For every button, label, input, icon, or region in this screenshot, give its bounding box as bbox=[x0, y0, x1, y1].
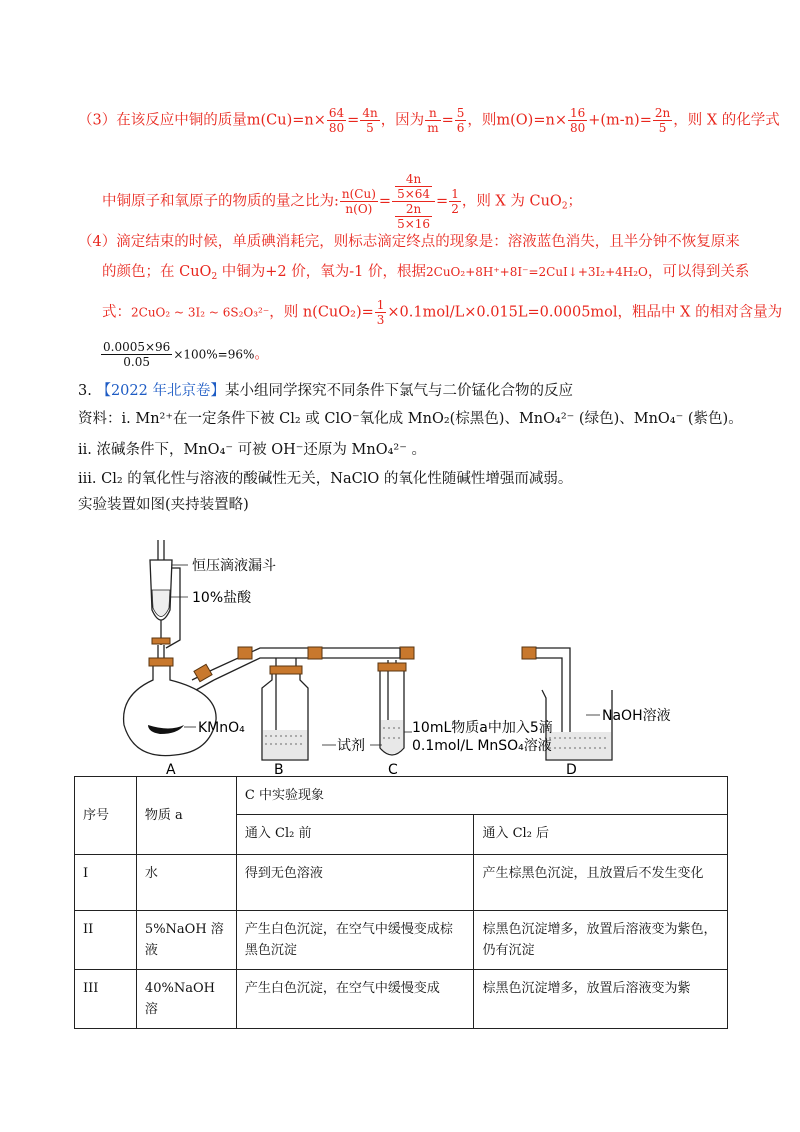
header-before: 通入 Cl₂ 前 bbox=[236, 815, 474, 855]
fraction-n-m: $\frac{n}{m}$ bbox=[427, 106, 439, 135]
redox-equation: 2CuO₂+8H⁺+8I⁻=2CuI↓+3I₂+4H₂O bbox=[426, 265, 648, 279]
fraction-1-2: $\frac{1}{2}$ bbox=[451, 187, 459, 216]
part4-line4: $\frac{0.0005\times 96}{0.05}$ ×100%=96%。 bbox=[103, 340, 269, 369]
part4-line1: （4）滴定结束的时候，单质碘消耗完，则标志滴定终点的现象是：溶液蓝色消失，且半分钟不恢复原来 bbox=[78, 234, 740, 250]
info-1: 资料：i. Mn²⁺在一定条件下被 Cl₂ 或 ClO⁻氧化成 MnO₂(棕黑色)、MnO₄²⁻ (绿色)、MnO₄⁻ (紫色)。 bbox=[78, 411, 743, 427]
mo-expr: m(O)=n× bbox=[496, 112, 567, 129]
ratio-intro: 中铜原子和氧原子的物质的量之比为: bbox=[102, 193, 339, 210]
experiment-table bbox=[74, 776, 728, 1029]
kmno4-label: KMnO₄ bbox=[198, 720, 245, 736]
header-phenomenon: C 中实验现象 bbox=[236, 777, 727, 815]
part3-line2: 中铜原子和氧原子的物质的量之比为: $\frac{n(Cu)}{n(O)}$ = $\frac{\frac{4n}{5\times 64}}{\frac{2n}{5\times 16}}$ = $\frac{1}{2}$ ，则 X 为 CuO$_2$； bbox=[102, 172, 583, 231]
reagent-label: 试剂 bbox=[337, 738, 365, 754]
fraction-64-80: $\frac{64}{80}$ bbox=[328, 106, 345, 135]
part3-intro: （3）在该反应中铜的质量 bbox=[78, 112, 247, 129]
mcu-expr: m(Cu)=n× bbox=[246, 112, 326, 129]
info-2: ii. 浓碱条件下，MnO₄⁻ 可被 OH⁻还原为 MnO₄²⁻ 。 bbox=[78, 442, 427, 458]
table-row: II 5%NaOH 溶液 产生白色沉淀，在空气中缓慢变成棕黑色沉淀 棕黑色沉淀增多，放置后溶液变为紫色，仍有沉淀 bbox=[75, 911, 728, 970]
header-material: 物质 a bbox=[136, 777, 236, 855]
fraction-5-6: $\frac{5}{6}$ bbox=[456, 106, 465, 135]
header-after: 通入 Cl₂ 后 bbox=[474, 815, 728, 855]
naoh-label: NaOH溶液 bbox=[602, 708, 671, 724]
apparatus-diagram bbox=[100, 520, 720, 780]
header-index: 序号 bbox=[75, 777, 137, 855]
funnel-label: 恒压滴液漏斗 bbox=[192, 558, 276, 574]
part4-line2: 的颜色；在 CuO$_2$ 中铜为+2 价，氧为-1 价，根据2CuO₂+8H⁺+8I⁻=2CuI↓+3I₂+4H₂O，可以得到关系 bbox=[102, 264, 750, 282]
fraction-1-3: $\frac{1}{3}$ bbox=[376, 298, 385, 327]
acid-label: 10%盐酸 bbox=[192, 590, 252, 606]
source-tag: 【2022 年北京卷】 bbox=[96, 383, 225, 399]
compound-fraction: $\frac{\frac{4n}{5\times 64}}{\frac{2n}{5\times 16}}$ bbox=[392, 172, 435, 231]
apparatus-note: 实验装置如图(夹持装置略) bbox=[78, 497, 249, 513]
table-header-row bbox=[75, 777, 728, 815]
c-label-2: 0.1mol/L MnSO₄溶液 bbox=[412, 738, 552, 754]
letter-c: C bbox=[388, 762, 398, 778]
letter-d: D bbox=[566, 762, 577, 778]
info-3: iii. Cl₂ 的氧化性与溶液的酸碱性无关，NaClO 的氧化性随碱性增强而减弱。 bbox=[78, 471, 573, 487]
content-fraction: $\frac{0.0005\times 96}{0.05}$ bbox=[103, 340, 171, 369]
table-row: I 水 得到无色溶液 产生棕黑色沉淀，且放置后不发生变化 bbox=[75, 855, 728, 911]
q3-stem: 3. 【2022 年北京卷】某小组同学探究不同条件下氯气与二价锰化合物的反应 bbox=[78, 383, 573, 399]
fraction-4n-5: $\frac{4n}{5}$ bbox=[362, 106, 378, 135]
part4-line3: 式：2CuO₂ ~ 3I₂ ~ 6S₂O₃²⁻，则 n(CuO₂)= $\frac{1}{3}$ ×0.1mol/L×0.015L=0.0005mol，粗品中 X 的相对含量为 bbox=[102, 298, 783, 327]
fraction-ncu-no: $\frac{n(Cu)}{n(O)}$ bbox=[341, 187, 376, 216]
part3-line1: （3）在该反应中铜的质量m(Cu)=n× $\frac{64}{80}$ = $\frac{4n}{5}$ ，因为 $\frac{n}{m}$ = $\frac{5}{6}$ ，则m(O)=n× $\frac{16}{80}$ +(m-n)= $\frac{2n}{5}$ ，则 X 的化学式 bbox=[78, 106, 780, 135]
letter-a: A bbox=[166, 762, 176, 778]
question-number: 3. bbox=[78, 383, 92, 399]
relation-expr: 2CuO₂ ~ 3I₂ ~ 6S₂O₃²⁻ bbox=[131, 305, 270, 320]
c-label-1: 10mL物质a中加入5滴 bbox=[412, 720, 553, 736]
fraction-16-80: $\frac{16}{80}$ bbox=[569, 106, 586, 135]
letter-b: B bbox=[274, 762, 284, 778]
fraction-2n-5: $\frac{2n}{5}$ bbox=[654, 106, 671, 135]
table-row: III 40%NaOH 溶 产生白色沉淀，在空气中缓慢变成 棕黑色沉淀增多，放置后溶液变为紫 bbox=[75, 970, 728, 1029]
